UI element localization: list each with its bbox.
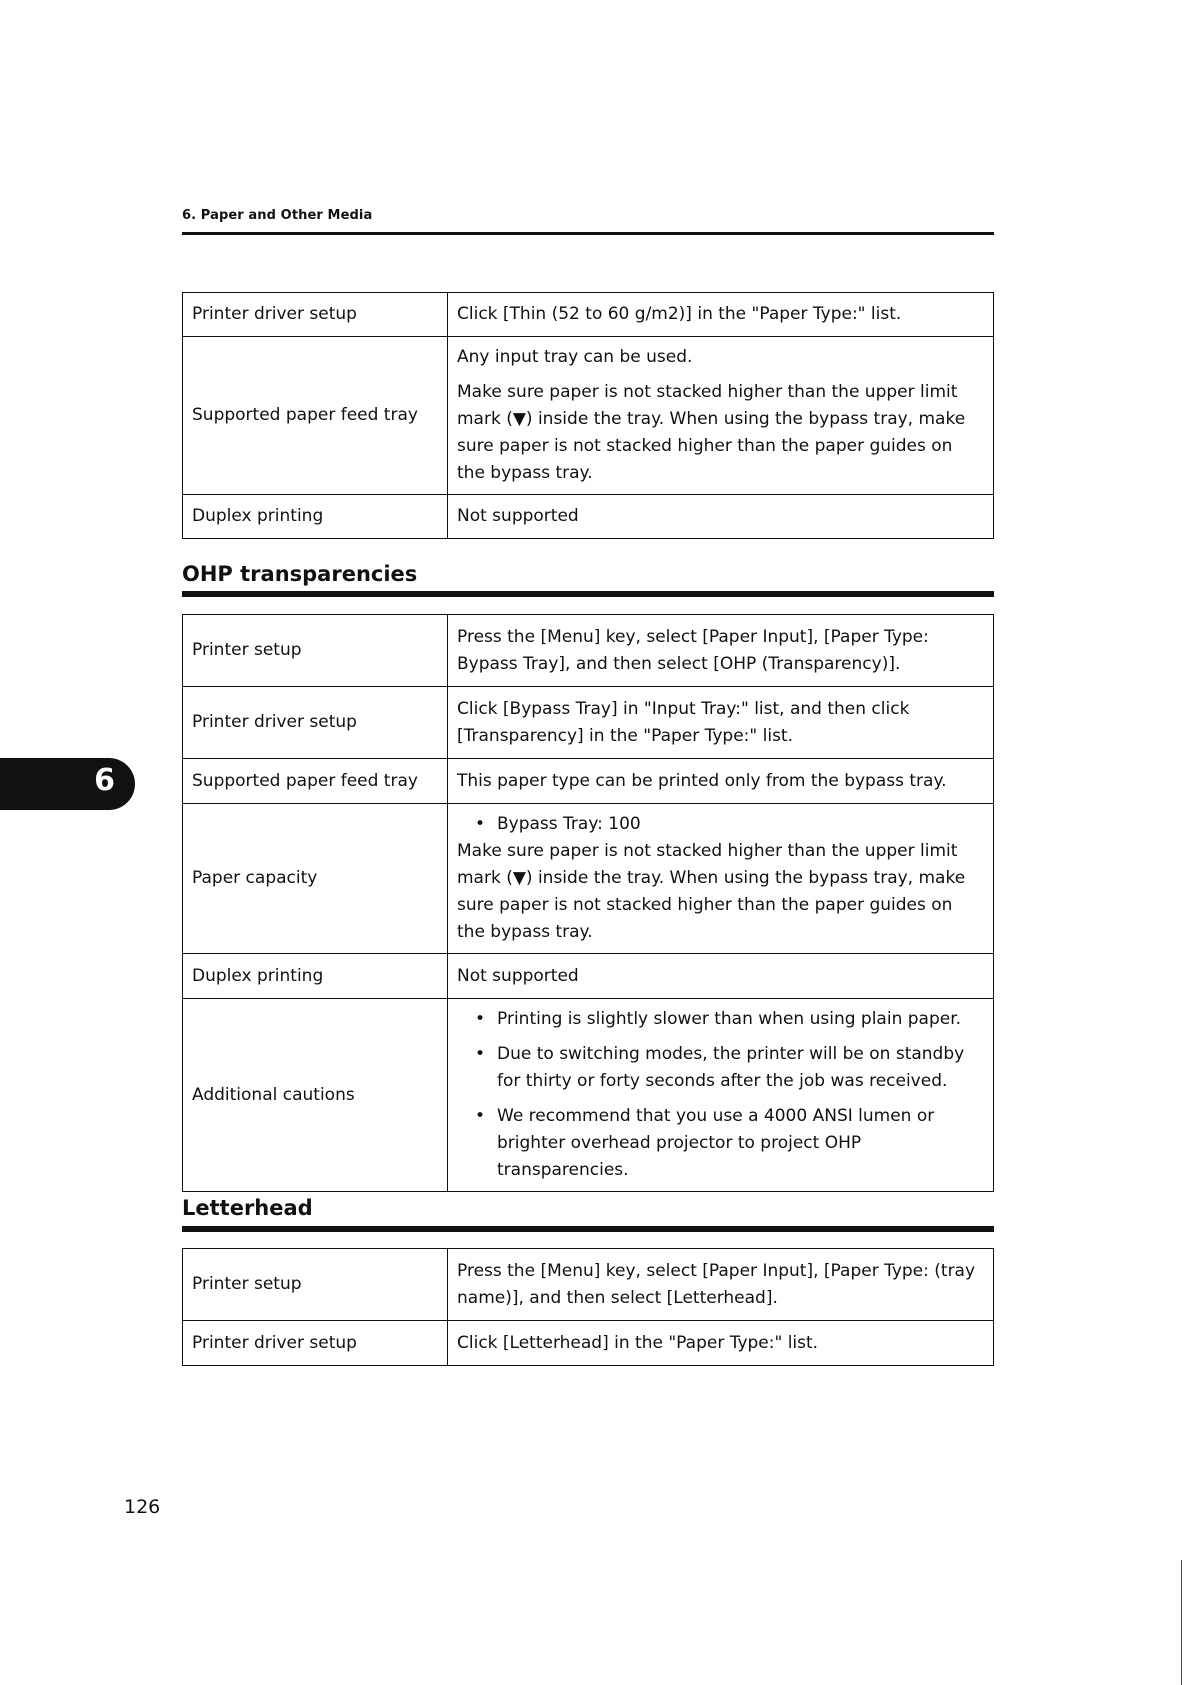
letterhead-table bbox=[182, 1248, 994, 1366]
row-label: Printer driver setup bbox=[183, 1321, 448, 1366]
row-value bbox=[448, 804, 994, 954]
row-value bbox=[448, 337, 994, 495]
row-value bbox=[448, 999, 994, 1192]
bullet-item: • We recommend that you use a 4000 ANSI lumen or brighter overhead projector to project OHP transparencies. bbox=[457, 1103, 984, 1184]
table-row bbox=[183, 337, 994, 495]
row-value: This paper type can be printed only from the bypass tray. bbox=[448, 759, 994, 804]
row-label: Duplex printing bbox=[183, 495, 448, 539]
row-value-line: Any input tray can be used. bbox=[457, 347, 693, 367]
row-value: Click [Thin (52 to 60 g/m2)] in the "Paper Type:" list. bbox=[448, 293, 994, 337]
thin-paper-table bbox=[182, 292, 994, 539]
table-row bbox=[183, 1249, 994, 1321]
row-label: Supported paper feed tray bbox=[183, 337, 448, 495]
table-row bbox=[183, 804, 994, 954]
section-title-ohp: OHP transparencies bbox=[182, 562, 418, 586]
bullet-list bbox=[457, 811, 984, 838]
bullet-item: • Due to switching modes, the printer will be on standby for thirty or forty seconds after the job was received. bbox=[457, 1041, 984, 1095]
row-value-note: Make sure paper is not stacked higher than the upper limit mark (▼) inside the tray. When using the bypass tray, make sure paper is not stacked higher than the paper guides on the bypass tray. bbox=[457, 382, 966, 483]
table-row bbox=[183, 954, 994, 999]
row-label: Paper capacity bbox=[183, 804, 448, 954]
bullet-item: • Bypass Tray: 100 bbox=[457, 811, 984, 838]
table-row bbox=[183, 1321, 994, 1366]
section-rule bbox=[182, 1226, 994, 1232]
table-row bbox=[183, 687, 994, 759]
running-head: 6. Paper and Other Media bbox=[182, 208, 373, 223]
row-value: Press the [Menu] key, select [Paper Input], [Paper Type: (tray name)], and then select [Letterhead]. bbox=[448, 1249, 994, 1321]
row-value: Click [Letterhead] in the "Paper Type:" list. bbox=[448, 1321, 994, 1366]
row-label: Printer driver setup bbox=[183, 687, 448, 759]
row-label: Additional cautions bbox=[183, 999, 448, 1192]
table-row bbox=[183, 615, 994, 687]
section-rule bbox=[182, 591, 994, 597]
scan-margin-line bbox=[1181, 1560, 1182, 1685]
table-row bbox=[183, 759, 994, 804]
section-title-letterhead: Letterhead bbox=[182, 1196, 313, 1220]
row-value: Not supported bbox=[448, 954, 994, 999]
row-label: Duplex printing bbox=[183, 954, 448, 999]
ohp-table bbox=[182, 614, 994, 1192]
table-row bbox=[183, 999, 994, 1192]
chapter-number: 6 bbox=[94, 763, 115, 798]
row-value: Press the [Menu] key, select [Paper Input], [Paper Type: Bypass Tray], and then select [OHP (Transparency)]. bbox=[448, 615, 994, 687]
header-rule bbox=[182, 232, 994, 235]
row-value: Click [Bypass Tray] in "Input Tray:" list, and then click [Transparency] in the "Paper Type:" list. bbox=[448, 687, 994, 759]
bullet-list bbox=[457, 1006, 984, 1184]
chapter-tab bbox=[0, 758, 135, 810]
row-value-note: Make sure paper is not stacked higher than the upper limit mark (▼) inside the tray. When using the bypass tray, make sure paper is not stacked higher than the paper guides on the bypass tray. bbox=[457, 841, 966, 942]
bullet-item: • Printing is slightly slower than when using plain paper. bbox=[457, 1006, 984, 1033]
row-label: Printer setup bbox=[183, 615, 448, 687]
page-number: 126 bbox=[124, 1496, 161, 1518]
row-label: Supported paper feed tray bbox=[183, 759, 448, 804]
row-label: Printer driver setup bbox=[183, 293, 448, 337]
row-value: Not supported bbox=[448, 495, 994, 539]
table-row bbox=[183, 293, 994, 337]
row-label: Printer setup bbox=[183, 1249, 448, 1321]
table-row bbox=[183, 495, 994, 539]
